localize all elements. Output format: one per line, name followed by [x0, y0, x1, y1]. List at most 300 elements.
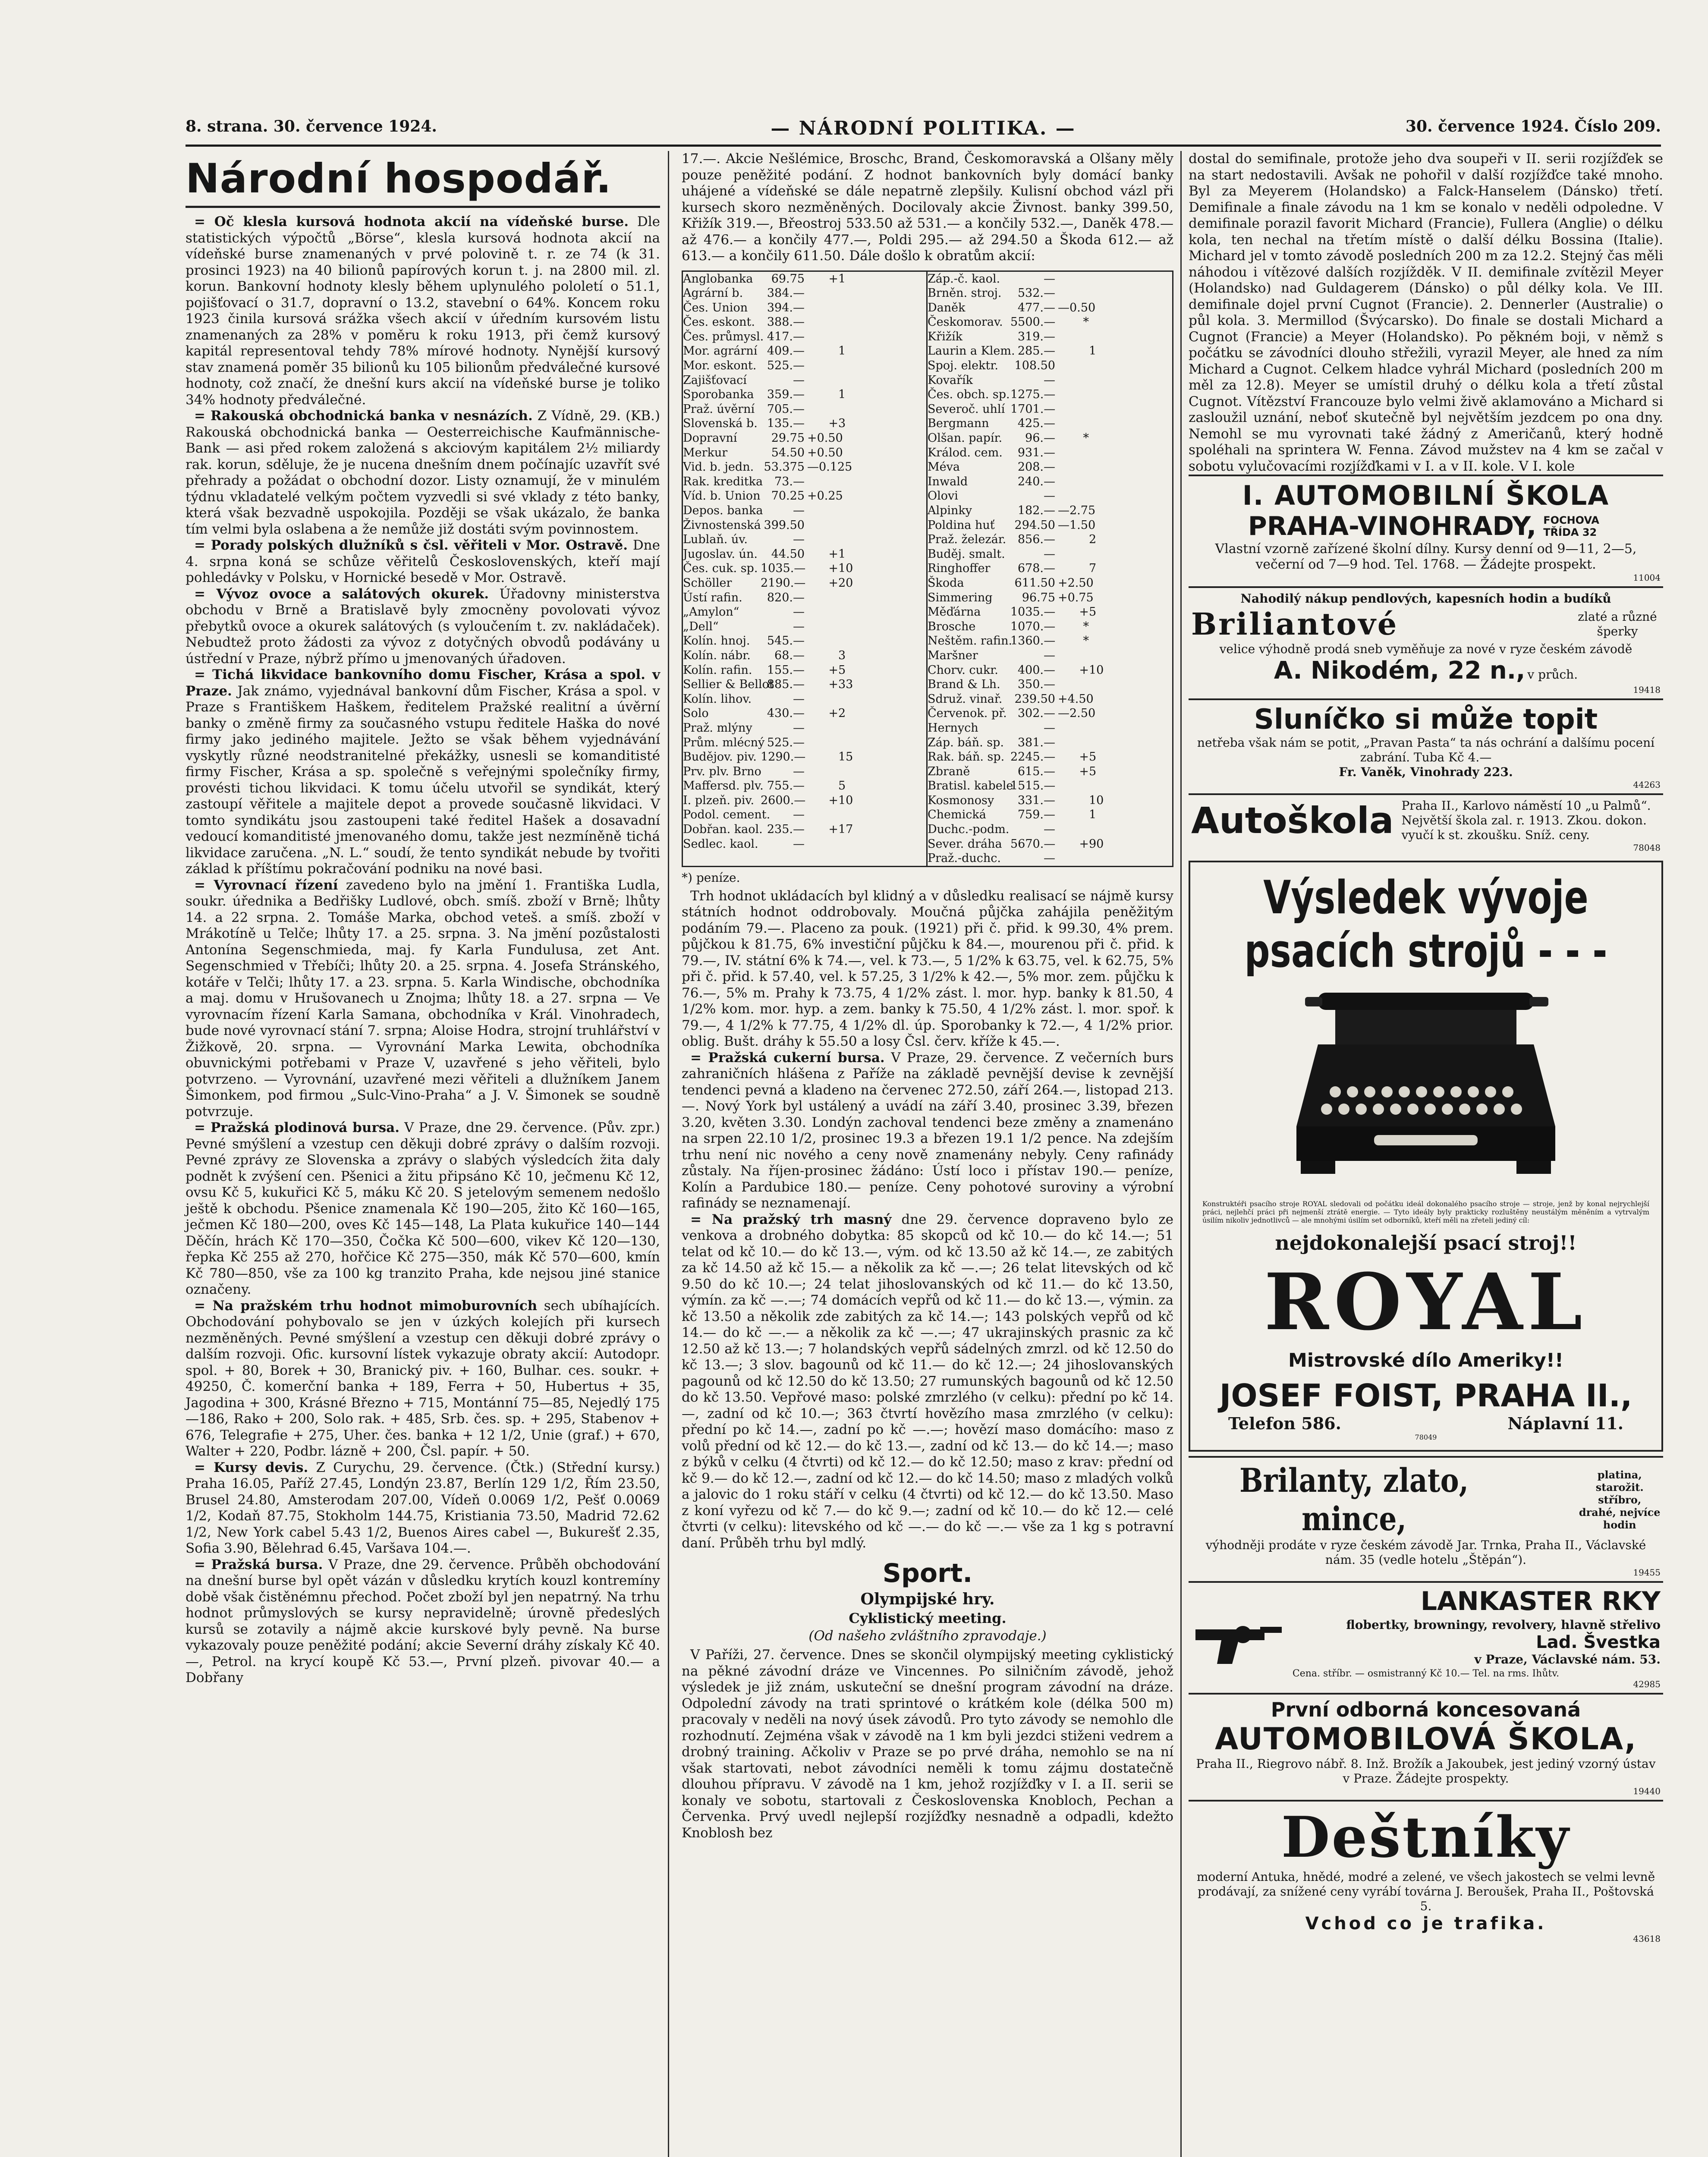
stock-price: —: [793, 764, 805, 778]
stock-price: 182.—: [1017, 504, 1055, 517]
stock-price: 1290.—: [761, 750, 806, 764]
article: [186, 408, 660, 538]
stock-price: 678.—: [1017, 562, 1055, 575]
stock-row: [928, 561, 1172, 576]
stock-name: Chorv. cukr.: [928, 663, 998, 677]
ad-title: LANKASTER RKY: [1420, 1586, 1661, 1616]
stock-change: 1: [1089, 808, 1097, 822]
market-report: [682, 1212, 1173, 1552]
stock-name: Depos. banka: [683, 504, 763, 517]
stock-price: 108.50: [1014, 359, 1055, 373]
stock-row: [683, 634, 926, 648]
ad-lankaster: [1189, 1581, 1663, 1693]
ad-text: zlaté a různé šperky: [1578, 609, 1657, 638]
stock-price: 239.50: [1014, 692, 1055, 706]
article-title: = Rakouská obchodnická banka v nesnázích.: [194, 408, 533, 424]
stock-row: [928, 272, 1172, 286]
stock-name: Kolín. hnoj.: [683, 634, 750, 648]
stock-change-sign: [1058, 489, 1089, 503]
stock-name: Dobřan. kaol.: [683, 823, 763, 836]
stock-change: [1089, 358, 1108, 373]
stock-name: Čes. obch. sp.: [928, 388, 1010, 402]
stock-price: 155.—: [767, 663, 805, 677]
stock-price: 388.—: [767, 315, 805, 329]
sport-attribution: (Od našeho zvláštního zpravodaje.): [808, 1628, 1047, 1644]
stock-table-note: *) peníze.: [682, 870, 740, 885]
stock-change: [1089, 431, 1108, 446]
stock-row: [683, 692, 926, 707]
stock-row: [928, 315, 1172, 330]
stock-name: Čes. cuk. sp.: [683, 562, 758, 575]
stock-price: 240.—: [1017, 475, 1055, 488]
stock-name: Praž.-duchc.: [928, 852, 1001, 865]
stock-change: 20: [838, 576, 853, 590]
stock-price: 302.—: [1017, 707, 1055, 720]
stock-name: Brněn. stroj.: [928, 286, 1002, 300]
stock-row: [928, 489, 1172, 503]
stock-name: Kovařík: [928, 373, 973, 387]
stock-price: 384.—: [767, 286, 805, 300]
ad-text: Cena. stříbr. — osmistranný Kč 10.— Tel. na rms. Ihůtv.: [1292, 1668, 1560, 1679]
article: [186, 1120, 660, 1298]
stock-name: Živnostenská: [683, 518, 761, 532]
column-rule: [1180, 151, 1182, 2157]
stock-change-sign: [807, 387, 838, 402]
stock-change: [1089, 591, 1108, 605]
stock-change: [838, 446, 856, 460]
ad-title: I. AUTOMOBILNÍ ŠKOLA: [1242, 480, 1610, 511]
stock-price: 319.—: [1017, 330, 1055, 343]
stock-change-sign: *: [1083, 619, 1089, 633]
stock-change-sign: +: [1079, 605, 1089, 619]
stock-price: 820.—: [767, 591, 805, 604]
lead-article-title: = Oč klesla kursová hodnota akcií na vídeňské burse.: [194, 214, 629, 230]
ad-brilliants: [1189, 1456, 1663, 1581]
stock-change: [1089, 779, 1108, 793]
stock-change: [838, 475, 856, 489]
stock-name: Chemická: [928, 808, 986, 822]
ad-text: Praha II., Riegrovo nábř. 8. Inž. Brožík a Jakoubek, jest jediný vzorný ústav v Praze. Žádejte prospekty.: [1196, 1757, 1656, 1786]
stock-change: [1089, 286, 1108, 301]
article-title: = Porady polských dlužníků s čsl. věřiteli v Mor. Ostravě.: [194, 538, 628, 553]
stock-price: 409.—: [767, 344, 805, 358]
stock-change-sign: [1058, 330, 1089, 344]
stock-name: Záp. báň. sp.: [928, 736, 1004, 749]
header-rule: [186, 145, 1661, 147]
stock-price: —: [793, 605, 805, 619]
stock-name: Jugoslav. ún.: [683, 547, 758, 561]
stock-name: Králod. cem.: [928, 446, 1003, 459]
stock-price: 70.25: [771, 489, 805, 503]
stock-change-sign: [1058, 736, 1089, 750]
ad-autoskola-riegrovo: [1189, 1693, 1663, 1800]
stock-change: 1: [1089, 344, 1097, 358]
ad-text: platina, starožit. stříbro, drahé, nejvíce hodin: [1579, 1468, 1661, 1531]
stock-price: 44.50: [771, 547, 805, 561]
stock-row: [928, 344, 1172, 358]
article-title: = Vyrovnací řízení: [194, 877, 338, 893]
stock-price: 54.50: [771, 446, 805, 459]
stock-row: [683, 721, 926, 736]
ad-address: Náplavní 11.: [1507, 1414, 1623, 1433]
stock-change-sign: [1058, 416, 1089, 431]
stock-price: —: [1044, 489, 1055, 503]
article-text: sech ubíhajících. Obchodování pohybovalo se jen v úzkých kolejích při kursech nezměněných. Pevné smýšlení a vzestup cen děkuji dobré zprávy o dalším rozvoji. Ofic. kursovní lístek vykazuje obraty akcií: Autodopr. spol. + 80, Borek + 30, Branický piv. + 160, Bulhar. ces. soukr. + 49250, Č. komerční banka + 189, Ferra + 50, Hubertus + 35, Jagodina + 300, Krásné Březno + 715, Montánní 75—85, Nejedlý 175—186, Rako + 200, Solo rak. + 485, Srb. čes. sp. + 295, Stabenov + 676, Telegrafie + 275, Uher. čes. banka + 12 1/2, Unie (graf.) + 670, Walter + 220, Podbr. lázně + 200, Čsl. papír. + 50.: [186, 1298, 660, 1459]
ad-name: A. Nikodém, 22 n.,: [1274, 657, 1526, 685]
stock-price: —: [793, 619, 805, 633]
stock-change: [1089, 851, 1108, 866]
stock-change: [1089, 576, 1108, 591]
stock-name: Olšan. papír.: [928, 431, 1003, 445]
stock-change-sign: [1058, 822, 1089, 837]
stock-price: 73.—: [774, 475, 805, 488]
stock-change: [1089, 677, 1108, 692]
stock-change: 5: [1089, 750, 1097, 764]
stock-change-sign: +: [828, 547, 838, 561]
stock-row: [683, 416, 926, 431]
stock-name: Brosche: [928, 619, 976, 633]
stock-name: Zbraně: [928, 764, 970, 778]
stock-row: [928, 619, 1172, 634]
ad-number: 78048: [1633, 843, 1661, 853]
stock-name: Podol. cement.: [683, 808, 771, 822]
stock-price: 5500.—: [1010, 315, 1056, 329]
article: [186, 538, 660, 586]
ad-slunecko: [1189, 698, 1663, 793]
stock-row: [928, 402, 1172, 417]
stock-change: [838, 301, 856, 315]
page-number-date: 8. strana. 30. července 1924.: [186, 117, 437, 135]
stock-row: [928, 358, 1172, 373]
stock-change-sign: +: [1079, 837, 1089, 851]
stock-name: Simmering: [928, 591, 993, 604]
stock-name: Českomorav.: [928, 315, 1003, 329]
stock-name: Kolín. rafin.: [683, 663, 752, 677]
stock-change: [838, 619, 856, 634]
stock-price: 1275.—: [1010, 388, 1056, 402]
stock-row: [683, 736, 926, 750]
stock-row: [683, 677, 926, 692]
stock-name: Poldina huť: [928, 518, 995, 532]
stock-change-sign: [1058, 561, 1089, 576]
stock-name: „Amylon“: [683, 605, 739, 619]
ad-text: Konstruktéři psacího stroje ROYAL sledovali od počátku ideál dokonalého psacího stroje — stroje, jenž by konal nejrychlejší práci, nejlehčí práci při nejmenší ztrátě energie. — Tyto ideály byly prakticky rozluštěny neustálým měněním a vytrvalým úsilím nikoliv jednotlivců — ale mnohými úsilím set odborníků, kteří měli na zřeteli jediný cíl:: [1202, 1200, 1649, 1224]
running-head: [186, 117, 1661, 148]
stock-name: Spoj. elektr.: [928, 359, 998, 373]
article-text: Dne 4. srpna koná se schůze věřitelů Československých, kteří mají pohledávky v Polsku, v Hornické besedě v Mor. Ostravě.: [186, 538, 660, 585]
stock-change-sign: +: [1079, 750, 1089, 764]
stock-row: [928, 286, 1172, 301]
stock-name: Dopravní: [683, 431, 737, 445]
stock-change: 2: [838, 707, 846, 720]
stock-change-sign: +: [1079, 663, 1089, 677]
stock-price: 1035.—: [761, 562, 806, 575]
ad-address: v Praze, Václavské nám. 53.: [1474, 1652, 1661, 1666]
stock-name: Severoč. uhlí: [928, 402, 1005, 416]
report-text: dne 29. července dopraveno bylo ze venkova a drobného dobytka: 85 skopců od kč 10.— do kč 14.—; 51 telat od kč 10.— do kč 13.—, vým. od kč 13.50 až kč 14.—, ze zabitých za kč 14.50 až kč 15.— a několik za kč —.—; 26 telat litevských od kč 9.50 do kč 10.—; 24 telat jihoslovanských od kč 11.— do kč 13.50, výmín. za kč —.—; 74 domácích vepřů od kč 11.— do kč 13.—, výmin. za kč 13.50 a několik zde zabitých za kč 14.—; 143 polských vepřů od kč 14.— do kč —.— a několik za kč —.—; 47 ukrajinských prasnic za kč 12.50 až kč 13.—; 7 holandských vepřů sádelných zmrzl. od kč 12.50 do kč 13.—; 3 slov. bagounů od kč 11.— do kč 12.—; 24 jihoslovanských pagounů od kč 12.50 do kč 13.50; 27 rumunských bagounů od kč 12.50 do kč 13.50. Vepřové maso: polské zmrzlého (v celku): přední po kč 14.—, zadní od kč 10.—; 363 čtvrtí hovězího masa zmrzlého (v celku): přední po kč 14.—, zadní po kč —.—; hovězí maso domácího: maso z volů přední od kč 12.— do kč 13.—, zadní od kč 13.— do kč 14.—; maso z býků v celku (4 čtvrti) od kč 12.— do kč 12.50; maso z krav: přední od kč 9.— do kč 12.—, zadní od kč 12.— do kč 14.50; maso z mladých volků a jalovic do 1 roku stáří v celku (4 čtvrti) od kč 12.— do kč 13.50. Maso z koní vyřezu od kč 7.— do kč 9.—; zadní od kč 10.— do kč 12.— celé čtvrti (v celku): litevského od kč —.— do kč —.— vše za 1 kg s potravní daní. Průběh trhu byl mdlý.: [682, 1211, 1173, 1551]
stock-name: Maffersd. plv.: [683, 779, 764, 793]
stock-row: [683, 387, 926, 402]
stock-price: —: [793, 721, 805, 735]
stock-change-sign: *: [1083, 634, 1089, 648]
stock-name: Praž. mlýny: [683, 721, 752, 735]
stock-row: [683, 489, 926, 503]
stock-name: Olovi: [928, 489, 958, 503]
stock-change: [838, 605, 856, 619]
cycling-article: dostal do semifinale, protože jeho dva soupeři v II. serii rozjížďek se na start nedostavili. Avšak ne pohořil v další rozjížďce také mnoho. Byl za Meyerem (Holandsko) a Falck-Hanselem (Dánsko) třetí. Demifinale a finale závodu na 1 km se konalo v neděli odpoledne. V demifinale porazil favorit Michard (Francie), Fullera (Anglie) o délku kola, ten nechal na třetím místě o další délku Bossina (Italie). Michard jel v tomto závodě posledních 200 m za 12.2. Stejný čas měli náhodou i vítězové dalších rozjížděk. V II. demifinale zvítězil Meyer (Holandsko) nad Guldagerem (Dánsko) o půl délky kola. Ve III. demifinale dojel první Cugnot (Francie). 2. Dennerler (Australie) o půl kola. 3. Mermillod (Švýcarsko). Do finale se dostali Michard a Cugnot (Francie) a Meyer (Holandsko). Po pěkném boji, v němž s počátku se závodníci dlouho střežili, vyrazil Meyer, ale hned za ním Michard a Cugnot. Celkem hladce vyhrál Michard (posledních 200 m měl za 12.8). Meyer se umístil druhý o délku kola a třetí zůstal Cugnot. Vítězství Francouze bylo velmi živě aklamováno a Michard si zasloužil uznání, neboť skutečně byl největším jezdcem po ona dny. Nemohl se mu vyrovnati také žádný z Američanů, který hodně spoléhali na sprintera W. Fenna. Závod mužstev na 4 km se začal v sobotu vylučovacími rozjížďkami v I. a v II. kole. V I. kole: [1189, 151, 1663, 474]
ad-jeweler: [1189, 586, 1663, 698]
ad-text: První odborná koncesovaná: [1271, 1698, 1581, 1721]
sport-event: Cyklistický meeting.: [849, 1610, 1007, 1627]
stock-row: [928, 547, 1172, 562]
stock-price: 856.—: [1017, 533, 1055, 547]
lead-article: [186, 214, 660, 408]
stock-change-sign: [1058, 387, 1089, 402]
stock-change-sign: [807, 591, 838, 605]
ad-number: 11004: [1633, 572, 1661, 583]
stock-change: [838, 808, 856, 822]
stock-change: 3: [838, 417, 846, 431]
stock-change: [838, 402, 856, 417]
stock-price: 755.—: [767, 779, 805, 793]
stock-price: 2245.—: [1010, 750, 1056, 764]
stock-change-sign: +0.50: [807, 431, 843, 445]
stock-name: Měďárna: [928, 605, 981, 619]
stock-change: [838, 286, 856, 301]
ad-autoskola-palma: [1189, 793, 1663, 856]
stock-row: [683, 779, 926, 793]
stock-name: Buděj. smalt.: [928, 547, 1005, 561]
stock-name: I. plzeň. piv.: [683, 793, 755, 807]
stock-row: [928, 532, 1172, 547]
lead-article-text: Dle statistických výpočtů „Börse“, klesla kursová hodnota akcií na vídeňské burse znamenaných v prvé polovině t. r. ze 74 (k 31. prosinci 1923) na 40 bilionů papírových korun t. j. na 2800 mil. zl. korun. Bankovní hodnoty klesly během uplynulého pololetí o 51.1, pojišťovací o 31.7, dopravní o 13.2, stavební o 64%. Koncem roku 1923 činila kursová srážka všech akcií v úředním kursovém listu znamenaných za 28% v poměru k roku 1913, při čemž kursový kapitál representoval tehdy 78% mírové hodnoty. Nynější kursový stav znamená poměr 35 bilionů ku 105 bilionům předválečné kursové hodnoty, což značí, že dnešní kurs akcií na vídeňské burse je toliko 34% hodnoty předválečné.: [186, 214, 661, 408]
stock-change: [1089, 503, 1108, 518]
royal-logo: ROYAL: [1264, 1257, 1588, 1348]
stock-change-sign: [807, 475, 838, 489]
stock-change: [1089, 822, 1108, 837]
stock-change: [838, 518, 856, 533]
ad-umbrellas: [1189, 1800, 1663, 1947]
stock-name: Solo: [683, 707, 709, 720]
stock-change-sign: [1058, 721, 1089, 736]
stock-change: 5: [1089, 605, 1097, 619]
stock-name: Zajišťovací: [683, 373, 747, 387]
stock-change-sign: +2.50: [1058, 576, 1094, 590]
stock-change-sign: [1058, 358, 1089, 373]
stock-change: [1089, 518, 1108, 533]
stock-name: Mor. eskont.: [683, 359, 757, 373]
stock-row: [683, 605, 926, 619]
stock-name: Anglobanka: [683, 272, 753, 286]
ad-tagline: nejdokonalejší psací stroj!!: [1275, 1231, 1577, 1255]
stock-change-sign: [1058, 851, 1089, 866]
stock-change-sign: [807, 605, 838, 619]
stock-change-sign: [807, 779, 838, 793]
stock-change-sign: +: [1079, 764, 1089, 778]
stock-row: [928, 808, 1172, 822]
article-text: V Praze, dne 29. července. (Pův. zpr.) Pevné smýšlení a vzestup cen děkuji dobré zprávy o dalším rozvoji. Pevné zprávy ze Slovenska a zprávy o slabých výsledcích žita daly podnět k zvýšení cen. Pšenici a žitu připsáno Kč 10, ječmenu Kč 12, ovsu Kč 5, kukuřici Kč 5, máku Kč 20. S jetelovým semenem nedošlo ještě k obchodu. Pšenice znamenala Kč 190—205, žito Kč 160—165, ječmen Kč 180—200, oves Kč 145—148, La Plata kukuřice 140—144 Děčín, hrách Kč 170—350, Čočka Kč 500—600, vikev Kč 120—130, řepka Kč 255 až 270, hořčice Kč 275—350, mák Kč 570—600, kmín Kč 780—850, vše za 100 kg tranzito Praha, kde nejsou jiné stanice označeny.: [186, 1120, 661, 1297]
stock-change-sign: +: [828, 793, 838, 807]
stock-change-sign: —2.75: [1058, 504, 1096, 517]
stock-change-sign: +0.50: [807, 446, 843, 459]
stock-change-sign: [1058, 475, 1089, 489]
stock-change-sign: —0.125: [807, 460, 852, 474]
ad-title: Sluníčko si může topit: [1254, 704, 1598, 736]
stock-row: [928, 591, 1172, 605]
stock-row: [683, 663, 926, 678]
stock-row: [928, 387, 1172, 402]
stock-row: [683, 475, 926, 489]
article-title: = Tichá likvidace bankovního domu Fischer, Krása a spol. v Praze.: [186, 667, 660, 699]
stock-change-sign: [1058, 547, 1089, 562]
stock-name: Hernych: [928, 721, 978, 735]
stock-name: Čes. eskont.: [683, 315, 755, 329]
stock-row: [928, 416, 1172, 431]
stock-change-sign: *: [1083, 315, 1089, 329]
stock-row: [683, 446, 926, 460]
stock-row: [928, 301, 1172, 315]
stock-change: [1089, 721, 1108, 736]
ad-number: 78049: [1415, 1433, 1437, 1441]
stock-change-sign: [807, 532, 838, 547]
stock-change: [838, 358, 856, 373]
stock-row: [683, 431, 926, 446]
report-text: Trh hodnot ukládacích byl klidný a v důsledku realisací se nájmě kursy státních hodnot oddrobovaly. Moučná půjčka zahájila peněžitým podáním 79.—. Placeno za pouk. (1921) při č. přid. k 99.30, 4% prem. půjčkou k 81.75, 6% investiční půjčku k 84.—, mourenou při č. přid. k 79.—, IV. státní 6% k 74.—, vel. k 73.—, 5 1/2% k 63.75, vel. k 62.75, 5% při č. přid. k 57.40, vel. k 57.25, 3 1/2% k 42.—, 5% mor. zem. půjčku k 76.—, 5% m. Prahy k 73.75, 4 1/2% zást. l. mor. hyp. banky k 81.50, 4 1/2% kom. mor. hyp. a zem. banky k 75.50, 4 1/2% zást. l. mor. spoř. k 79.—, 4 1/2% k 77.75, 4 1/2% dl. úp. Sporobanky k 72.—, 4 1/2% prior. oblig. Bušt. dráhy k 55.50 a losy Čsl. červ. kříže k 45.—.: [682, 888, 1173, 1050]
stock-name: Laurin a Klem.: [928, 344, 1015, 358]
stock-row: [683, 793, 926, 808]
stock-row: [683, 503, 926, 518]
stock-row: [928, 475, 1172, 489]
stock-row: [683, 591, 926, 605]
stock-name: Kolín. nábr.: [683, 648, 751, 662]
stock-change: [838, 736, 856, 750]
stock-change: [1089, 736, 1108, 750]
stock-change-sign: [807, 330, 838, 344]
ad-text: výhodněji prodáte v ryze českém závodě Jar. Trnka, Praha II., Václavské nám. 35 (vedle hotelu „Štěpán“).: [1205, 1538, 1646, 1567]
stock-price: —: [793, 533, 805, 547]
stock-change: [1089, 706, 1108, 721]
ad-address: FOCHOVA TŘÍDA 32: [1543, 514, 1599, 538]
stock-change: [838, 692, 856, 707]
stock-change-sign: [1058, 793, 1089, 808]
market-intro: 17.—. Akcie Nešlémice, Broschc, Brand, Českomoravská a Olšany měly pouze peněžité podání. Z hodnot bankovních byly domácí banky uhájené a vídeňské se dále nepatrně zlepšily. Kulisní obchod vázl při kursech skoro nezměněných. Docilovaly akcie Živnost. banky 399.50, Křižík 319.—, Břeostroj 533.50 až 531.— a končily 532.—, Daněk 478.— až 476.— a končily 477.—, Poldi 295.— až 294.50 a Škoda 612.— až 613.— a končily 611.50. Dále došlo k obratům akcií:: [682, 151, 1173, 264]
stock-price: 394.—: [767, 301, 805, 314]
ad-number: 19418: [1633, 685, 1661, 695]
stock-row: [683, 301, 926, 315]
issue-number-date: 30. července 1924. Číslo 209.: [1405, 117, 1661, 135]
stock-price: —: [1044, 823, 1055, 836]
stock-change: [1089, 475, 1108, 489]
stock-row: [928, 779, 1172, 793]
stock-price: 5670.—: [1010, 837, 1056, 851]
stock-name: Neštěm. rafin.: [928, 634, 1013, 648]
stock-price: 331.—: [1017, 793, 1055, 807]
stock-change-sign: +: [828, 417, 838, 431]
stock-name: Mor. agrární: [683, 344, 758, 358]
stock-change: [1089, 489, 1108, 503]
stock-change: [838, 764, 856, 779]
stock-change: 33: [838, 678, 853, 692]
ad-title: Brilanty, zlato, mince,: [1239, 1461, 1469, 1538]
stock-change: [1089, 373, 1108, 388]
stock-name: Kolín. lihov.: [683, 692, 752, 706]
stock-name: Čes. Union: [683, 301, 748, 314]
ad-text: moderní Antuka, hnědé, modré a zelené, ve všech jakostech se velmi levně prodávají, za snížené ceny vyrábí továrna J. Beroušek, Praha II., Poštovská 5.: [1196, 1870, 1655, 1913]
stock-price: 381.—: [1017, 736, 1055, 749]
stock-row: [683, 402, 926, 417]
stock-price: 285.—: [1017, 344, 1055, 358]
stock-change-sign: [807, 373, 838, 388]
stock-change: 90: [1089, 837, 1104, 851]
stock-price: 430.—: [767, 707, 805, 720]
article-text: Z Vídně, 29. (KB.) Rakouská obchodnická banka — Oesterreichische Kaufmännische-Bank — asi před rokem založená s akciovým kapitálem 2½ miliardy rak. korun, sděluje, že je nucena dnešním dnem počínajíc uzavřít své přehrady a požádat o obchodní dozor. Listy oznamují, že v minulém týdnu vkladatelé velkým počtem vyzvedli si své vklady z této banky, která však bezvadně uspokojila. Později se však ukázalo, že banka tím velmi byla oslabena a že nemůže již dostáti svým povinnostem.: [186, 408, 660, 537]
stock-name: Kosmonosy: [928, 793, 994, 807]
stock-price: 96.—: [1025, 431, 1055, 445]
stock-name: Bergmann: [928, 417, 989, 431]
report-text: V Praze, 29. července. Z večerních burs zahraničních hlášena z Paříže na základě pevnější devise k zevnější tendenci pevná a kladeno na červenec 272.50, září 264.—, listopad 213.—. Nový York byl ustálený a uvádí na září 3.40, prosinec 3.39, březen 3.20, květen 3.30. Londýn zachoval tendenci beze změny a znamenáno na srpen 22.10 1/2, prosinec 19.3 a březen 19.1 1/2 pence. Na zdejším trhu není nic nového a ceny nově znamenány nebyly. Ceny rafinády zůstaly. Na říjen-prosinec žádáno: Ústí loco i přístav 190.— peníze, Kolín a Pardubice 180.— peníze. Ceny pohotové suroviny a výrobní rafinády se neznamenají.: [682, 1050, 1173, 1211]
stock-change: 1: [838, 344, 846, 358]
stock-change-sign: —0.50: [1058, 301, 1096, 314]
stock-name: Méva: [928, 460, 960, 474]
stock-name: Merkur: [683, 446, 728, 459]
ad-autoskola-vinohrady: [1189, 475, 1663, 586]
stock-change-sign: [1058, 648, 1089, 663]
stock-row: [928, 721, 1172, 736]
stock-change: [1089, 301, 1108, 315]
stock-change-sign: +: [828, 663, 838, 677]
stock-table-left: [683, 272, 928, 866]
stock-change-sign: *: [1083, 431, 1089, 445]
ad-phone: Telefon 586.: [1228, 1414, 1341, 1433]
stock-name: Bratisl. kabele: [928, 779, 1013, 793]
stock-change-sign: [807, 402, 838, 417]
stock-name: Rak. kreditka: [683, 475, 763, 488]
article: [186, 1298, 660, 1460]
section-rule: [186, 206, 660, 208]
stock-price: 477.—: [1017, 301, 1055, 314]
stock-name: Prv. plv. Brno: [683, 764, 761, 778]
article-title: = Pražská plodinová bursa.: [194, 1120, 400, 1135]
article: [186, 877, 660, 1120]
stock-name: Praž. železár.: [928, 533, 1007, 547]
stock-price: —: [793, 373, 805, 387]
column-economy: [186, 151, 660, 2157]
stock-change: [1089, 547, 1108, 562]
stock-name: „Dell“: [683, 619, 719, 633]
article: [186, 667, 660, 877]
stock-row: [928, 736, 1172, 750]
stock-change-sign: [807, 518, 838, 533]
section-title: Národní hospodář.: [186, 155, 612, 202]
stock-row: [683, 286, 926, 301]
sport-subtitle: Olympijské hry.: [860, 1590, 995, 1609]
stock-price: 705.—: [767, 402, 805, 416]
stock-name: Čes. průmysl.: [683, 330, 764, 343]
stock-price: 96.75: [1022, 591, 1055, 604]
column-sport-ads: [1189, 151, 1663, 2157]
stock-row: [683, 518, 926, 533]
stock-name: Sporobanka: [683, 388, 754, 402]
stock-price: 1701.—: [1010, 402, 1056, 416]
stock-price: —: [793, 837, 805, 851]
stock-change-sign: [1058, 402, 1089, 417]
stock-change-sign: [807, 736, 838, 750]
stock-row: [928, 605, 1172, 619]
ad-number: 19440: [1633, 1786, 1661, 1796]
report-title: = Pražská cukerní bursa.: [690, 1050, 885, 1066]
stock-row: [928, 518, 1172, 533]
stock-name: Vid. b. jedn.: [683, 460, 754, 474]
